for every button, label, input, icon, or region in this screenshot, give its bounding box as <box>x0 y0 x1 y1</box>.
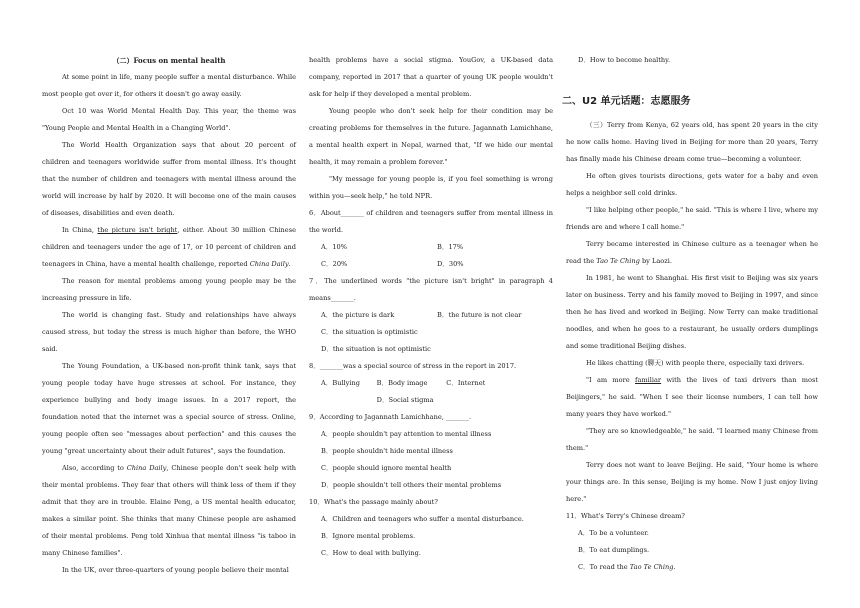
text: In China, <box>62 226 98 234</box>
text: Terry became interested in Chinese culture as a teenager when he read the <box>566 240 818 265</box>
question-6: 6．About_______ of children and teenagers suffer from mental illness in the world. <box>309 209 553 234</box>
question-8-options <box>309 375 553 409</box>
underlined-word: familiar <box>635 376 662 384</box>
paragraph: At some point in life, many people suffer a mental disturbance. While most people get over it, for others it doesn't go away easily. <box>42 73 296 98</box>
option: B．17% <box>437 243 464 251</box>
option: C．the situation is optimistic <box>321 328 418 336</box>
paragraph: The Young Foundation, a UK-based non-profit think tank, says that young people today have huge stresses at school. For instance, they experience bullying and body image issues. In a 2017 report, the foundation noted that the internet was a special source of stress. Online, young people often see "messages about perfection" and this causes the young "great uncertainty about their adult futures", says the foundation. <box>42 362 296 455</box>
option: A．10% <box>321 243 348 251</box>
option: A．the picture is dark <box>321 311 395 319</box>
option <box>566 559 818 576</box>
paragraph: He often gives tourists directions, gets water for a baby and even helps a neighbor sell cold drinks. <box>566 172 818 197</box>
question-7: 7．The underlined words "the picture isn't bright" in paragraph 4 means_______. <box>309 277 553 302</box>
column-right <box>562 52 818 576</box>
text: Also, according to <box>62 464 127 472</box>
paragraph: He likes chatting (聊天) with people there, especially taxi drivers. <box>586 359 805 367</box>
option: B．To eat dumplings. <box>578 546 650 554</box>
question-10: 10．What's the passage mainly about? <box>309 498 438 506</box>
question-11: 11．What's Terry's Chinese dream? <box>566 512 685 520</box>
paragraph: （三）Terry from Kenya, 62 years old, has spent 20 years in the city he now calls home. Having lived in Beijing for more than 20 years, Terry has finally made his Chinese dream come true—becoming a volunteer. <box>566 121 818 163</box>
paragraph: The World Health Organization says that about 20 percent of children and teenagers worldwide suffer from mental illness. It's thought that the number of children and teenagers with mental illness around the world will increase by half by 2020. It will become one of the main causes of diseases, disabilities and even death. <box>42 141 296 217</box>
paragraph <box>566 372 818 423</box>
text: , Chinese people don't seek help with their mental problems. They fear that others will think less of them if they admit that they are in trouble. Elaine Peng, a US mental health educator, makes a similar point. She thinks that many Chinese people are ashamed of their mental problems. Peng told Xinhua that mental illness "is taboo in many Chinese families". <box>42 464 297 557</box>
option: C．people should ignore mental health <box>321 464 452 472</box>
text: . <box>673 563 676 571</box>
paragraph: The reason for mental problems among young people may be the increasing pressure in life. <box>42 277 296 302</box>
column-left <box>42 52 296 579</box>
option: B．the future is not clear <box>437 311 522 319</box>
question-8: 8．_______was a special source of stress in the report in 2017. <box>309 362 517 370</box>
option: C．How to deal with bullying. <box>321 549 421 557</box>
section-heading: 二、U2 单元话题：志愿服务 <box>562 96 691 107</box>
text: by Laozi. <box>639 257 672 265</box>
option: B．Body image <box>376 379 428 387</box>
column-middle <box>309 52 553 562</box>
option: B．Ignore mental problems. <box>321 532 416 540</box>
underlined-phrase: the picture isn't bright <box>97 226 178 234</box>
paragraph: In 1981, he went to Shanghai. His first visit to Beijing was six years later on business. Terry and his family moved to Beijing in 1997, and since then he has lived and worked in Beijing. Now Terry can make traditional noodles, and when he goes to a restaurant, he usually orders dumplings and some traditional Beijing dishes. <box>566 274 818 350</box>
paragraph: health problems have a social stigma. YouGov, a UK-based data company, reported in 2017 that a quarter of young UK people wouldn't ask for help if they developed a mental problem. <box>309 56 553 98</box>
option: A．Children and teenagers who suffer a mental disturbance. <box>321 515 524 523</box>
italic-book-title: Tao Te Ching <box>629 563 674 571</box>
italic-source: China Daily <box>249 260 289 268</box>
option: A．To be a volunteer. <box>578 529 649 537</box>
option: B．people shouldn't hide mental illness <box>321 447 453 455</box>
option: D．30% <box>437 260 464 268</box>
option: C．20% <box>321 260 348 268</box>
option: C．Internet <box>446 379 486 387</box>
text: , either. About 30 million Chinese children and teenagers under the age of 17, or 10 percent of children and teenagers in China, have a mental health challenge, reported <box>42 226 296 268</box>
italic-source: China Daily <box>126 464 167 472</box>
option: A．people shouldn't pay attention to mental illness <box>321 430 492 438</box>
text: . <box>288 260 291 268</box>
italic-book-title: Tao Te Ching <box>596 257 640 265</box>
paragraph: Young people who don't seek help for their condition may be creating problems for themselves in the future. Jagannath Lamichhane, a mental health expert in Nepal, warned that, "If we hide our mental health, it may remain a problem forever." <box>309 107 553 166</box>
paragraph: In the UK, over three-quarters of young people believe their mental <box>62 566 289 574</box>
question-6-options <box>309 239 553 273</box>
option: D．the situation is not optimistic <box>321 345 431 353</box>
text: C．To read the <box>578 563 630 571</box>
paragraph: Terry does not want to leave Beijing. He said, "Your home is where your things are. In this sense, Beijing is my home. Now I just enjoy living here." <box>566 461 818 503</box>
paragraph <box>42 222 296 273</box>
option: D．How to become healthy. <box>578 56 671 64</box>
question-9: 9．According to Jagannath Lamichhane, _______. <box>309 413 472 421</box>
paragraph <box>566 236 818 270</box>
question-7-options <box>309 307 553 358</box>
text: "I am more <box>586 376 636 384</box>
option: D．Social stigma <box>376 396 434 404</box>
option: A．Bullying <box>321 379 360 387</box>
paragraph: "I like helping other people," he said. "This is where I live, where my friends are and where I call home." <box>566 206 818 231</box>
paragraph: "They are so knowledgeable," he said. "I learned many Chinese from them." <box>566 427 818 452</box>
text: with the lives of taxi drivers than most Beijingers," he said. "When I see their license numbers, I can tell how many years they have worked." <box>566 376 818 418</box>
option: D．people shouldn't tell others their mental problems <box>321 481 502 489</box>
passage-title: （二）Focus on mental health <box>112 56 226 65</box>
paragraph: "My message for young people is, if you feel something is wrong within you—seek help," he told NPR. <box>309 175 553 200</box>
paragraph: The world is changing fast. Study and relationships have always caused stress, but today the stress is much higher than before, the WHO said. <box>42 311 296 353</box>
paragraph <box>42 460 296 562</box>
paragraph: Oct 10 was World Mental Health Day. This year, the theme was "Young People and Mental Health in a Changing World". <box>42 107 296 132</box>
